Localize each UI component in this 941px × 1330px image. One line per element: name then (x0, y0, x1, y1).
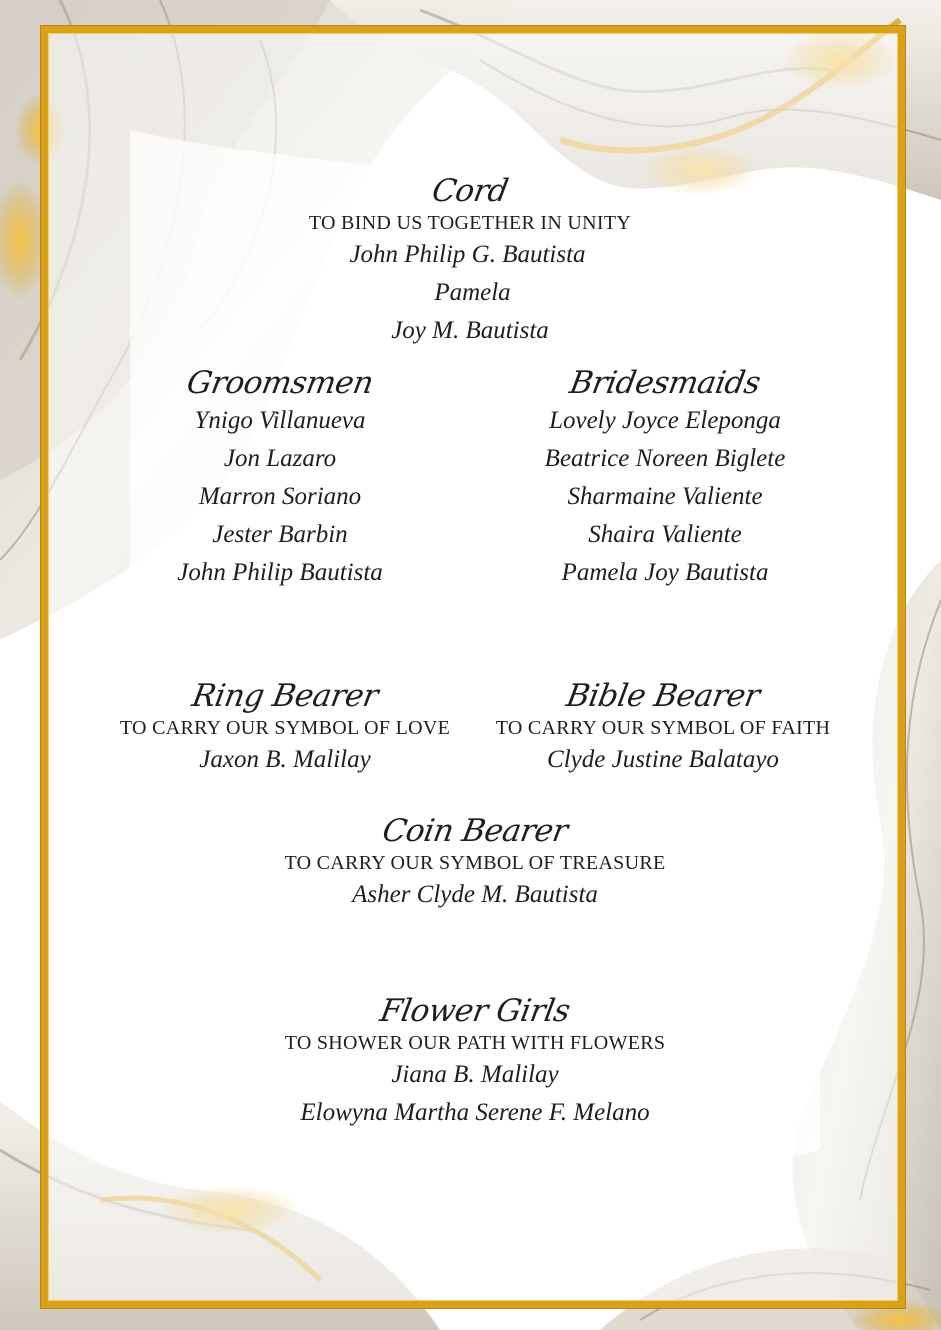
groomsman-name: Marron Soriano (198, 483, 362, 510)
bridesmaids-title: Bridesmaids (566, 365, 764, 401)
cord-name-1: John Philip G. Bautista (349, 241, 586, 268)
ring-bearer-subtitle: TO CARRY OUR SYMBOL OF LOVE (119, 717, 451, 739)
groomsman-name: Ynigo Villanueva (194, 407, 366, 434)
coin-bearer-subtitle: TO CARRY OUR SYMBOL OF TREASURE (284, 852, 666, 874)
bridesmaid-name: Lovely Joyce Eleponga (549, 407, 781, 434)
bridesmaid-name: Sharmaine Valiente (567, 483, 763, 510)
groomsman-name: Jester Barbin (212, 521, 348, 548)
flower-girl-name: Elowyna Martha Serene F. Melano (300, 1099, 650, 1126)
flower-girls-section (250, 992, 700, 1132)
ring-bearer-title: Ring Bearer (189, 678, 381, 714)
coin-bearer-title: Coin Bearer (379, 813, 571, 849)
cord-subtitle: TO BIND US TOGETHER IN UNITY (308, 212, 632, 234)
groomsmen-section (130, 364, 430, 592)
bible-bearer-subtitle: TO CARRY OUR SYMBOL OF FAITH (495, 717, 831, 739)
bible-bearer-name: Clyde Justine Balatayo (547, 746, 779, 773)
flower-girl-name: Jiana B. Malilay (391, 1061, 559, 1088)
ring-bearer-name: Jaxon B. Malilay (199, 746, 371, 773)
cord-name-3: Joy M. Bautista (391, 317, 549, 344)
flower-girls-title: Flower Girls (377, 993, 573, 1029)
groomsmen-title: Groomsmen (184, 365, 376, 401)
coin-bearer-name: Asher Clyde M. Bautista (352, 881, 598, 908)
bible-bearer-section (483, 677, 843, 779)
bible-bearer-title: Bible Bearer (563, 678, 763, 714)
groomsman-name: Jon Lazaro (223, 445, 337, 472)
cord-name-2: Pamela (434, 279, 511, 306)
ring-bearer-section (110, 677, 460, 779)
bridesmaid-name: Beatrice Noreen Biglete (544, 445, 786, 472)
cord-title: Cord (429, 173, 511, 209)
cord-section (270, 172, 670, 350)
flower-girls-subtitle: TO SHOWER OUR PATH WITH FLOWERS (284, 1032, 666, 1054)
bridesmaid-name: Pamela Joy Bautista (561, 559, 769, 586)
bridesmaid-name: Shaira Valiente (588, 521, 742, 548)
groomsman-name: John Philip Bautista (177, 559, 383, 586)
bridesmaids-section (510, 364, 820, 592)
coin-bearer-section (270, 812, 680, 914)
